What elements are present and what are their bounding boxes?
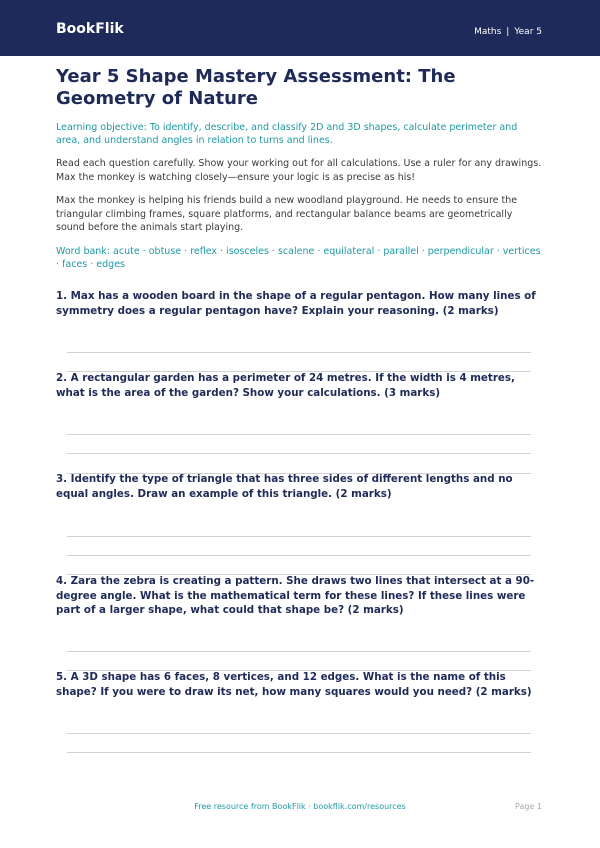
subject-breadcrumb [474,28,542,37]
answer-line[interactable] [67,453,531,454]
story-text: Max the monkey is helping his friends build a new woodland playground. He needs to ensure the triangular climbing frames, square platforms, and rectangular balance beams are geometrically sound before the animals start playing. [56,195,518,233]
answer-line[interactable] [67,536,531,537]
word-bank: Word bank: acute · obtuse · reflex · isosceles · scalene · equilateral · parallel · perpendicular · vertices · faces · edges [56,245,541,270]
answer-line[interactable] [67,651,531,652]
learning-objective: Learning objective: To identify, describe, and classify 2D and 3D shapes, calculate perimeter and area, and understand angles in relation to turns and lines. [56,122,518,146]
answer-line[interactable] [67,752,531,753]
answer-line[interactable] [67,434,531,435]
answer-line[interactable] [67,555,531,556]
year-label: Year 5 [514,27,542,37]
question-2: 2. A rectangular garden has a perimeter of 24 metres. If the width is 4 metres, what is the area of the garden? Show your calculations. (3 marks) [56,372,515,399]
footer-resource-link[interactable]: Free resource from BookFlik · bookflik.com/resources [194,802,406,811]
question-3: 3. Identify the type of triangle that has three sides of different lengths and no equal angles. Draw an example of this triangle. (2 marks) [56,473,513,500]
header-bar [0,0,600,56]
answer-line[interactable] [67,733,531,734]
instructions-text: Read each question carefully. Show your working out for all calculations. Use a ruler for any drawings. Max the monkey is watching closely—ensure your logic is as precise as his! [56,158,542,183]
question-5: 5. A 3D shape has 6 faces, 8 vertices, and 12 edges. What is the name of this shape? If you were to draw its net, how many squares would you need? (2 marks) [56,671,532,698]
intro-section [56,66,542,272]
subject-label: Maths [474,27,502,37]
page-title: Year 5 Shape Mastery Assessment: The Geometry of Nature [56,66,456,109]
question-1: 1. Max has a wooden board in the shape of a regular pentagon. How many lines of symmetry does a regular pentagon have? Explain your reasoning. (2 marks) [56,290,536,317]
answer-line[interactable] [67,352,531,353]
page-number: Page 1 [515,802,542,811]
question-4: 4. Zara the zebra is creating a pattern. She draws two lines that intersect at a 90-degree angle. What is the mathematical term for these lines? If these lines were part of a larger shape, what could that shape be? (2 marks) [56,575,535,616]
brand-logo[interactable]: BookFlik [56,21,124,37]
breadcrumb-separator: | [506,27,510,37]
